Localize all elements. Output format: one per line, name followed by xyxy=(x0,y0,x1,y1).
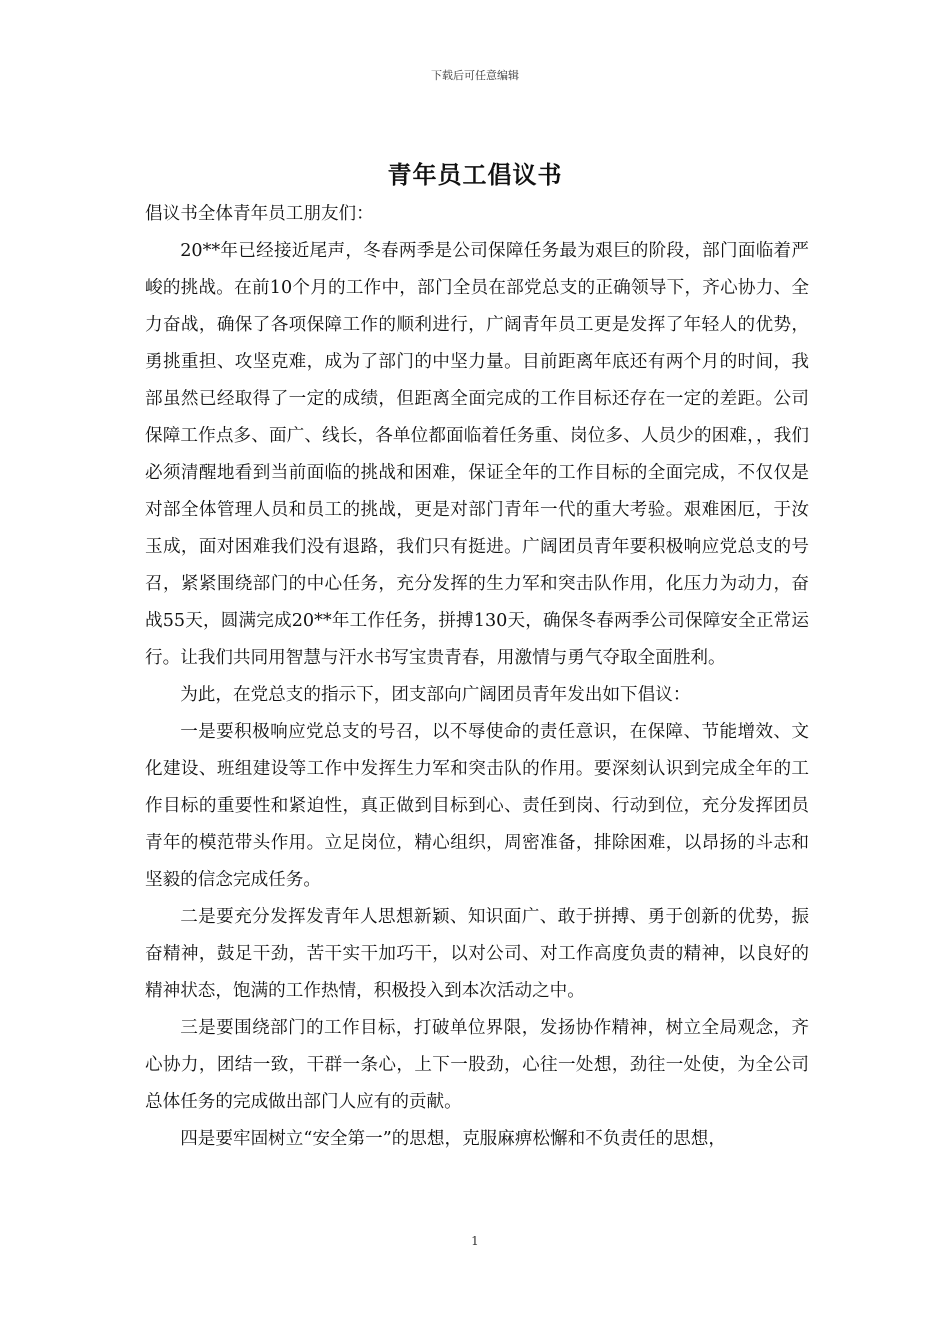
document-body xyxy=(145,196,809,1158)
salutation: 倡议书全体青年员工朋友们： xyxy=(145,204,374,224)
paragraph-point-four: 四是要牢固树立“安全第一”的思想，克服麻痹松懈和不负责任的思想， xyxy=(180,1129,726,1149)
paragraph-point-three: 三是要围绕部门的工作目标，打破单位界限，发扬协作精神，树立全局观念，齐心协力，团结一致，干群一条心，上下一股劲，心往一处想，劲往一处使，为全公司总体任务的完成做出部门人应有的贡献。 xyxy=(145,1018,809,1112)
page-number: 1 xyxy=(471,1234,479,1248)
document-title: 青年员工倡议书 xyxy=(387,161,563,189)
paragraph-point-two: 二是要充分发挥发青年人思想新颖、知识面广、敢于拼搏、勇于创新的优势，振奋精神，鼓足干劲，苦干实干加巧干，以对公司、对工作高度负责的精神，以良好的精神状态，饱满的工作热情，积极投入到本次活动之中。 xyxy=(145,907,809,1001)
paragraph-proposal-lead: 为此，在党总支的指示下，团支部向广阔团员青年发出如下倡议： xyxy=(180,685,691,705)
paragraph-intro: 20**年已经接近尾声，冬春两季是公司保障任务最为艰巨的阶段，部门面临着严峻的挑战。在前10个月的工作中，部门全员在部党总支的正确领导下，齐心协力、全力奋战，确保了各项保障工作的顺利进行，广阔青年员工更是发挥了年轻人的优势，勇挑重担、攻坚克难，成为了部门的中坚力量。目前距离年底还有两个月的时间，我部虽然已经取得了一定的成绩，但距离全面完成的工作目标还存在一定的差距。公司保障工作点多、面广、线长，各单位都面临着任务重、岗位多、人员少的困难，，我们必须清醒地看到当前面临的挑战和困难，保证全年的工作目标的全面完成，不仅仅是对部全体管理人员和员工的挑战，更是对部门青年一代的重大考验。艰难困厄，于汝玉成，面对困难我们没有退路，我们只有挺进。广阔团员青年要积极响应党总支的号召，紧紧围绕部门的中心任务，充分发挥的生力军和突击队作用，化压力为动力，奋战55天，圆满完成20**年工作任务，拼搏130天，确保冬春两季公司保障安全正常运行。让我们共同用智慧与汗水书写宝贵青春，用激情与勇气夺取全面胜利。 xyxy=(145,241,809,668)
paragraph-point-one: 一是要积极响应党总支的号召，以不辱使命的责任意识，在保障、节能增效、文化建设、班组建设等工作中发挥生力军和突击队的作用。要深刻认识到完成全年的工作目标的重要性和紧迫性，真正做到目标到心、责任到岗、行动到位，充分发挥团员青年的模范带头作用。立足岗位，精心组织，周密准备，排除困难，以昂扬的斗志和坚毅的信念完成任务。 xyxy=(145,722,809,890)
page-header: 下载后可任意编辑 xyxy=(431,69,519,82)
